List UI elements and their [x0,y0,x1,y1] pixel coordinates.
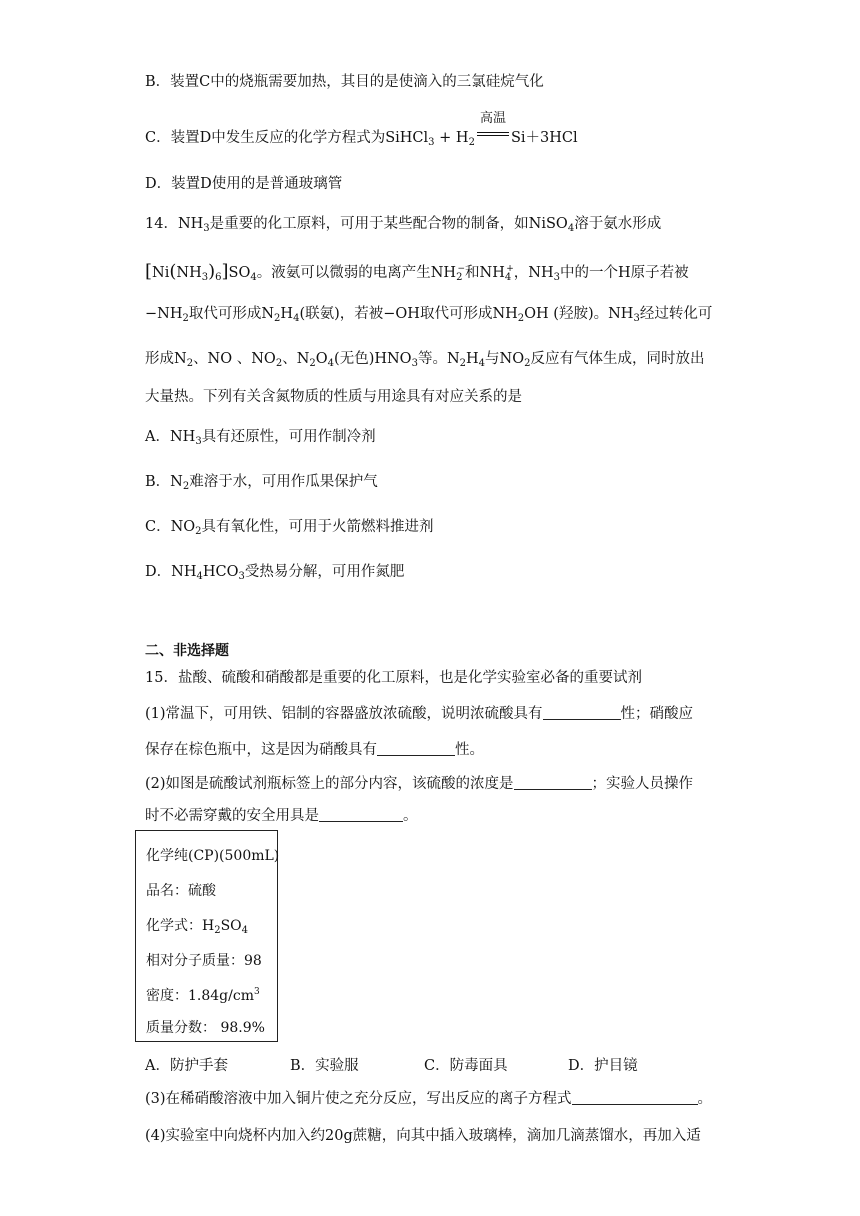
answer-blank[interactable] [514,775,592,790]
q14-stem-line4: 形成$N_2$、NO 、$NO_2$、$N_2O_4$(无色)$HNO_3$等。$N_2H_4$与$NO_2$反应有气体生成，同时放出 [145,351,705,369]
label-formula: 化学式：$H_2SO_4$ [146,918,249,936]
answer-blank[interactable] [377,741,455,756]
q15-part2-line2: 时不必需穿戴的安全用具是 。 [145,808,418,824]
q15-stem: 15．盐酸、硫酸和硝酸都是重要的化工原料，也是化学实验室必备的重要试剂 [145,670,642,686]
q15-part1-line1: (1)常温下，可用铁、铝制的容器盛放浓硫酸，说明浓硫酸具有 性；硝酸应 [145,706,694,722]
choice-b: B．实验服 [290,1058,359,1074]
q13-option-b: B．装置C中的烧瓶需要加热，其目的是使滴入的三氯硅烷气化 [145,74,544,90]
q14-option-a: A．$NH_3$具有还原性，可用作制冷剂 [145,429,376,447]
q14-option-d: D．$NH_4HCO_3$受热易分解，可用作氮肥 [145,564,405,582]
choice-a: A．防护手套 [145,1058,228,1074]
q15-part4: (4)实验室中向烧杯内加入约20g蔗糖，向其中插入玻璃棒，滴加几滴蒸馏水，再加入适 [145,1128,701,1144]
label-grade: 化学纯(CP)(500mL) [146,848,280,864]
q13-option-d: D．装置D使用的是普通玻璃管 [145,176,343,192]
q15-part1-line2: 保存在棕色瓶中，这是因为硝酸具有 性。 [145,742,484,758]
q14-stem-line2: $[Ni(NH_3)_6]SO_4$。液氨可以微弱的电离产生$NH_2^-$和$NH_4^+$，$NH_3$中的一个H原子若被 [145,261,689,283]
q15-part3: (3)在稀硝酸溶液中加入铜片使之充分反应，写出反应的离子方程式 。 [145,1091,713,1107]
q14-stem-line1: 14．$NH_3$是重要的化工原料，可用于某些配合物的制备，如NiSO$_4$溶于氨水形成 [145,216,662,234]
choice-c: C．防毒面具 [424,1058,508,1074]
answer-blank[interactable] [572,1090,698,1105]
answer-blank[interactable] [543,705,621,720]
q13-option-c: C．装置D中发生反应的化学方程式为SiHCl$_3$ + $H_2$ 高温 Si＋3HCl [145,111,578,148]
choice-d: D．护目镜 [568,1058,638,1074]
label-mass-fraction: 质量分数： 98.9% [146,1020,265,1036]
section-heading: 二、非选择题 [145,643,229,659]
q15-part2-line1: (2)如图是硫酸试剂瓶标签上的部分内容，该硫酸的浓度是 ；实验人员操作 [145,776,694,792]
q14-stem-line3: $-NH_2$取代可形成$N_2H_4$(联氨)，若被−OH取代可形成$NH_2OH$ (羟胺)。$NH_3$经过转化可 [145,306,713,324]
q14-option-b: B．$N_2$难溶于水，可用作瓜果保护气 [145,474,378,492]
reaction-condition-arrow: 高温 [475,124,511,144]
label-molar-mass: 相对分子质量：98 [146,953,262,969]
q14-stem-line5: 大量热。下列有关含氮物质的性质与用途具有对应关系的是 [145,389,522,405]
reagent-label-box [135,830,278,1042]
label-name: 品名：硫酸 [146,883,216,899]
q14-option-c: C．$NO_2$具有氧化性，可用于火箭燃料推进剂 [145,519,434,537]
answer-blank[interactable] [319,807,403,822]
label-density: 密度：$1.84g/cm^3$ [146,987,260,1004]
